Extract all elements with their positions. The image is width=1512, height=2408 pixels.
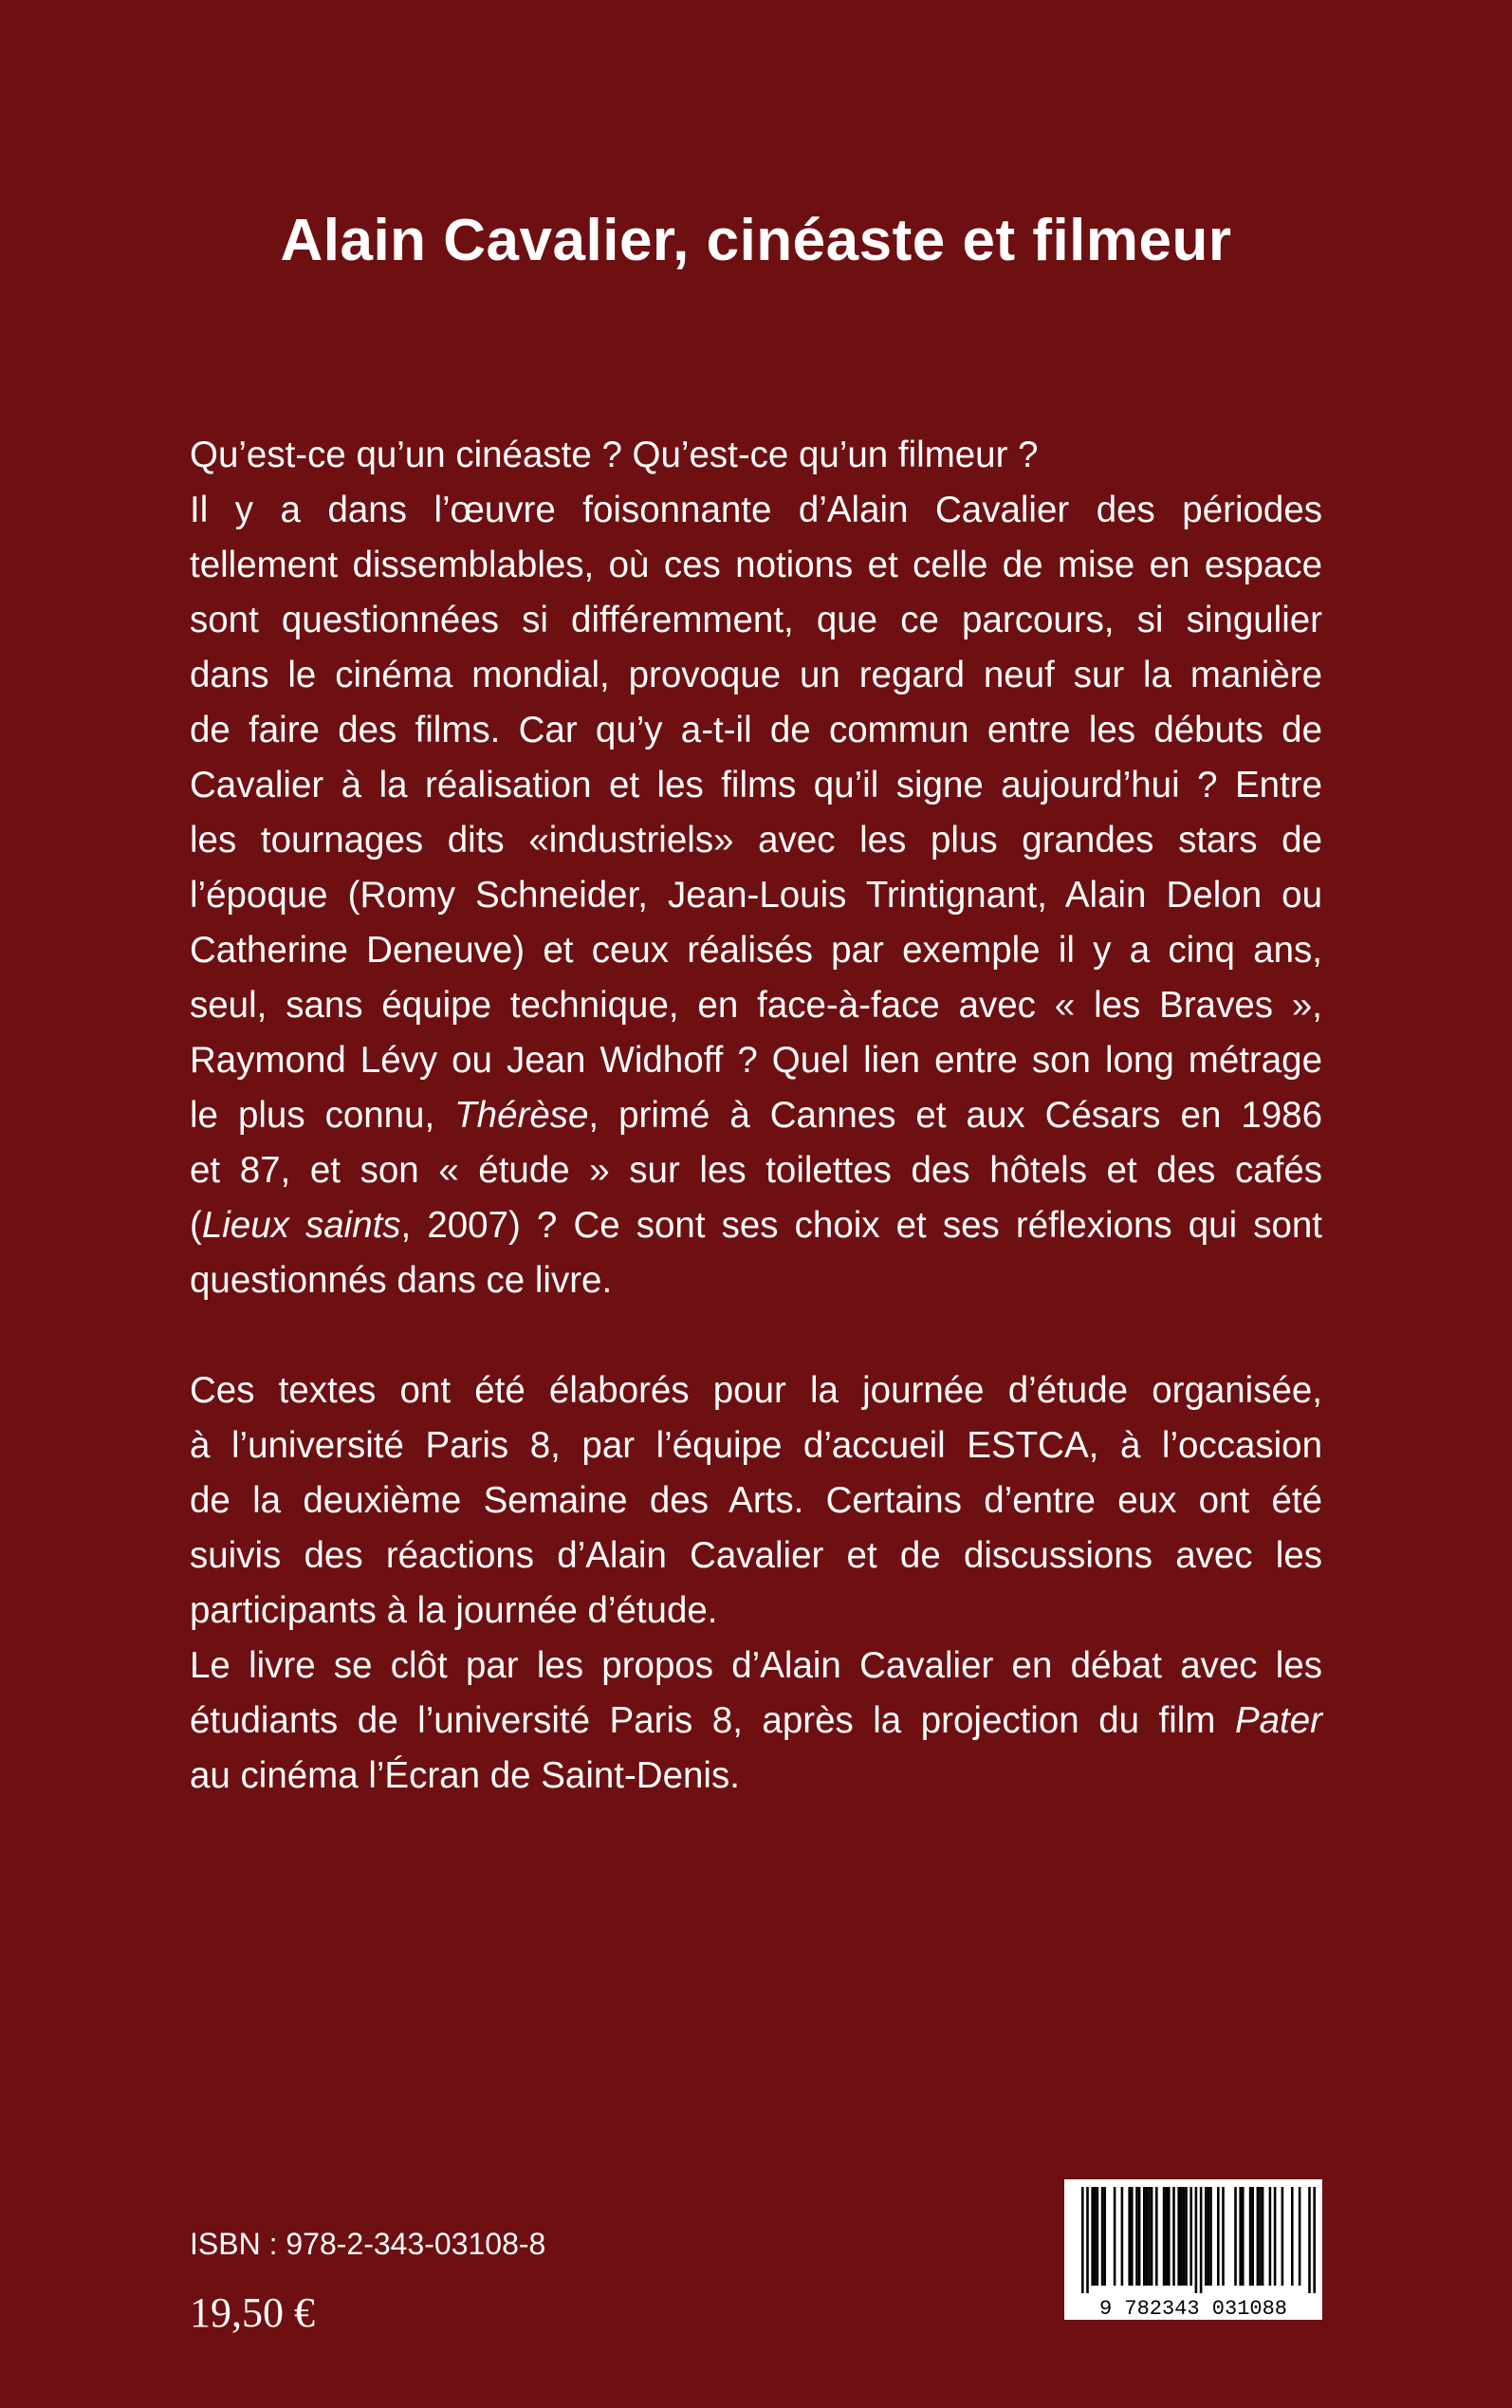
barcode-bar	[1185, 2187, 1188, 2286]
barcode-bar	[1222, 2187, 1225, 2286]
barcode-bar	[1257, 2187, 1260, 2286]
paragraph1-line	[190, 923, 1322, 978]
text-run: participants à la journée d’étude.	[190, 1590, 718, 1631]
text-run: tellement dissemblables, où ces notions et celle de mise en espace	[190, 545, 1322, 585]
paragraph1-line	[190, 1198, 1322, 1253]
barcode-bar	[1097, 2187, 1099, 2286]
text-run: Catherine Deneuve) et ceux réalisés par exemple il y a cinq ans,	[190, 930, 1322, 971]
barcode-bar	[1081, 2187, 1084, 2293]
barcode-bar	[1128, 2187, 1131, 2286]
text-run: l’époque (Romy Schneider, Jean-Louis Trintignant, Alain Delon ou	[190, 875, 1322, 916]
barcode-bar	[1239, 2187, 1242, 2286]
barcode-bar	[1155, 2187, 1158, 2286]
text-run: suivis des réactions d’Alain Cavalier et de discussions avec les	[190, 1535, 1322, 1576]
barcode-bar	[1091, 2187, 1094, 2286]
barcode-bar	[1217, 2187, 1220, 2286]
barcode-bar	[1183, 2187, 1186, 2286]
paragraph1-line	[190, 758, 1322, 813]
barcode-bar	[1151, 2187, 1153, 2286]
barcode-digits: 9 782343 031088	[1098, 2297, 1288, 2320]
barcode-bar	[1249, 2187, 1252, 2286]
price-label: 19,50 €	[190, 2289, 315, 2336]
barcode-bar	[1299, 2187, 1301, 2286]
barcode-bar	[1163, 2187, 1166, 2286]
paragraph2-line	[190, 1584, 1322, 1639]
text-run: Qu’est-ce qu’un cinéaste ? Qu’est-ce qu’un filmeur ?	[190, 435, 1039, 475]
text-run: et 87, et son « étude » sur les toilettes des hôtels et des cafés	[190, 1150, 1322, 1191]
barcode-bar	[1086, 2187, 1089, 2293]
barcode-bar	[1168, 2187, 1171, 2286]
book-title: Alain Cavalier, cinéaste et filmeur	[280, 208, 1232, 273]
paragraph2-line	[190, 1418, 1322, 1473]
text-run: le plus connu,	[190, 1095, 455, 1136]
italic-title: Lieux saints	[201, 1205, 401, 1246]
paragraph1-line	[190, 868, 1322, 923]
text-run: , 2007) ? Ce sont ses choix et ses réflexions qui sont	[400, 1205, 1322, 1246]
barcode-bar	[1274, 2187, 1277, 2286]
text-run: de la deuxième Semaine des Arts. Certains d’entre eux ont été	[190, 1480, 1322, 1521]
text-run: à l’université Paris 8, par l’équipe d’accueil ESTCA, à l’occasion	[190, 1425, 1322, 1466]
barcode-bar	[1269, 2187, 1272, 2286]
paragraph1-line	[190, 483, 1322, 538]
description-paragraph-1	[190, 428, 1322, 1308]
text-run: Raymond Lévy ou Jean Widhoff ? Quel lien entre son long métrage	[190, 1040, 1322, 1081]
paragraph2-line	[190, 1528, 1322, 1584]
paragraph1-line	[190, 648, 1322, 703]
text-run: dans le cinéma mondial, provoque un regard neuf sur la manière	[190, 655, 1322, 695]
barcode-bar	[1143, 2187, 1146, 2286]
paragraph1-line	[190, 813, 1322, 868]
italic-title: Thérèse	[454, 1095, 589, 1136]
barcode-bar	[1103, 2187, 1106, 2286]
paragraph2-line	[190, 1639, 1322, 1694]
barcode-bar	[1165, 2187, 1168, 2286]
paragraph1-line	[190, 538, 1322, 593]
paragraph1-line	[190, 978, 1322, 1033]
barcode-bar	[1138, 2187, 1141, 2286]
paragraph1-line	[190, 1088, 1322, 1143]
barcode-bar	[1135, 2187, 1138, 2286]
barcode-bar	[1146, 2187, 1149, 2286]
isbn-label: ISBN : 978-2-343-03108-8	[190, 2227, 546, 2261]
barcode-bar	[1148, 2187, 1151, 2286]
barcode-bar	[1262, 2187, 1264, 2286]
paragraph1-line	[190, 703, 1322, 758]
paragraph2-line	[190, 1694, 1322, 1749]
text-run: Le livre se clôt par les propos d’Alain Cavalier en débat avec les	[190, 1645, 1322, 1686]
paragraph1-line	[190, 1033, 1322, 1088]
text-run: Ces textes ont été élaborés pour la journée d’étude organisée,	[190, 1370, 1322, 1411]
text-run: Cavalier à la réalisation et les films qu’il signe aujourd’hui ? Entre	[190, 765, 1322, 806]
paragraph1-line	[190, 1143, 1322, 1198]
barcode-bar	[1101, 2187, 1104, 2286]
barcode-bar	[1172, 2187, 1175, 2286]
italic-title: Pater	[1234, 1700, 1322, 1741]
barcode-bar	[1291, 2187, 1294, 2286]
barcode-bar	[1195, 2187, 1198, 2293]
barcode-bar	[1131, 2187, 1134, 2286]
barcode-bar	[1234, 2187, 1237, 2286]
barcode-bar	[1242, 2187, 1245, 2286]
text-run: sont questionnées si différemment, que ce parcours, si singulier	[190, 600, 1322, 640]
barcode-bar	[1282, 2187, 1284, 2286]
text-run: seul, sans équipe technique, en face-à-face avec « les Braves »,	[190, 985, 1322, 1026]
barcode-bar	[1200, 2187, 1203, 2293]
text-run: questionnés dans ce livre.	[190, 1260, 613, 1301]
barcode-bar	[1189, 2187, 1192, 2286]
text-run: les tournages dits «industriels» avec les plus grandes stars de	[190, 820, 1322, 861]
paragraph1-line	[190, 1253, 1322, 1308]
text-run: au cinéma l’Écran de Saint-Denis.	[190, 1755, 740, 1796]
paragraph2-line	[190, 1749, 1322, 1804]
text-run: (	[190, 1205, 202, 1246]
barcode-bar	[1121, 2187, 1124, 2286]
barcode-bar	[1177, 2187, 1180, 2286]
barcode	[1064, 2179, 1322, 2320]
barcode-bar	[1251, 2187, 1254, 2286]
barcode-bar	[1313, 2187, 1316, 2293]
text-run: de faire des films. Car qu’y a-t-il de commun entre les débuts de	[190, 710, 1322, 750]
barcode-bar	[1208, 2187, 1210, 2286]
description-paragraph-2	[190, 1363, 1322, 1804]
text-run: Il y a dans l’œuvre foisonnante d’Alain Cavalier des périodes	[190, 490, 1322, 530]
paragraph1-line	[190, 428, 1322, 483]
text-run: , primé à Cannes et aux Césars en 1986	[588, 1095, 1322, 1136]
barcode-bar	[1308, 2187, 1311, 2293]
paragraph2-line	[190, 1363, 1322, 1418]
barcode-bar	[1180, 2187, 1183, 2286]
barcode-bar	[1259, 2187, 1262, 2286]
text-run: étudiants de l’université Paris 8, après la projection du film	[190, 1700, 1235, 1741]
barcode-graphic	[1064, 2179, 1322, 2320]
barcode-bar	[1209, 2187, 1212, 2286]
barcode-bar	[1205, 2187, 1208, 2286]
paragraph1-line	[190, 593, 1322, 648]
barcode-bar	[1114, 2187, 1116, 2286]
paragraph2-line	[190, 1473, 1322, 1528]
barcode-bar	[1094, 2187, 1097, 2286]
